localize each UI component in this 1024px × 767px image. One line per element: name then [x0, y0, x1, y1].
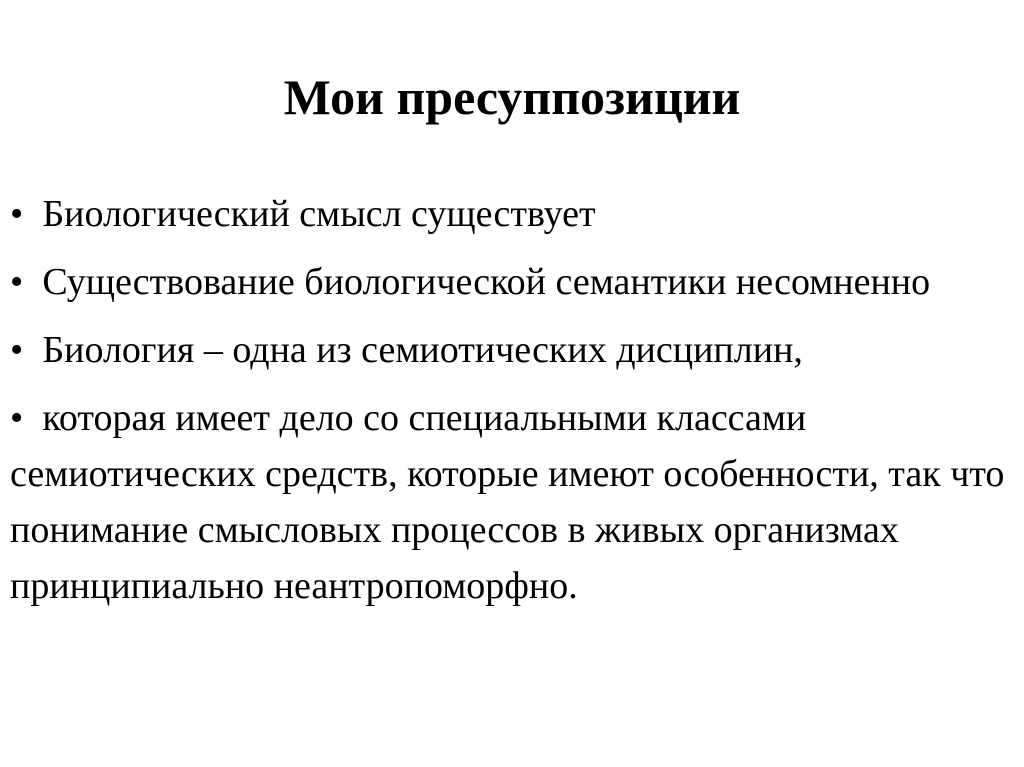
bullet-item — [10, 390, 1010, 614]
bullet-item — [10, 186, 1010, 242]
bullet-marker: • — [10, 397, 24, 439]
bullet-item — [10, 322, 1010, 378]
bullet-item — [10, 254, 1010, 310]
bullet-text: Существование биологической семантики несомненно — [42, 261, 931, 303]
slide-title: Мои пресуппозиции — [283, 69, 741, 125]
bullet-marker: • — [10, 329, 24, 371]
bullet-text: Биология – одна из семиотических дисциплин, — [42, 329, 803, 371]
bullet-text: Биологический смысл существует — [42, 193, 596, 235]
bullet-marker: • — [10, 261, 24, 303]
bullet-marker: • — [10, 193, 24, 235]
bullet-text: которая имеет дело со специальными классами семиотических средств, которые имеют особенности, так что понимание смысловых процессов в живых организмах принципиально неантропоморфно. — [10, 397, 1005, 607]
bullet-list — [10, 186, 1010, 626]
